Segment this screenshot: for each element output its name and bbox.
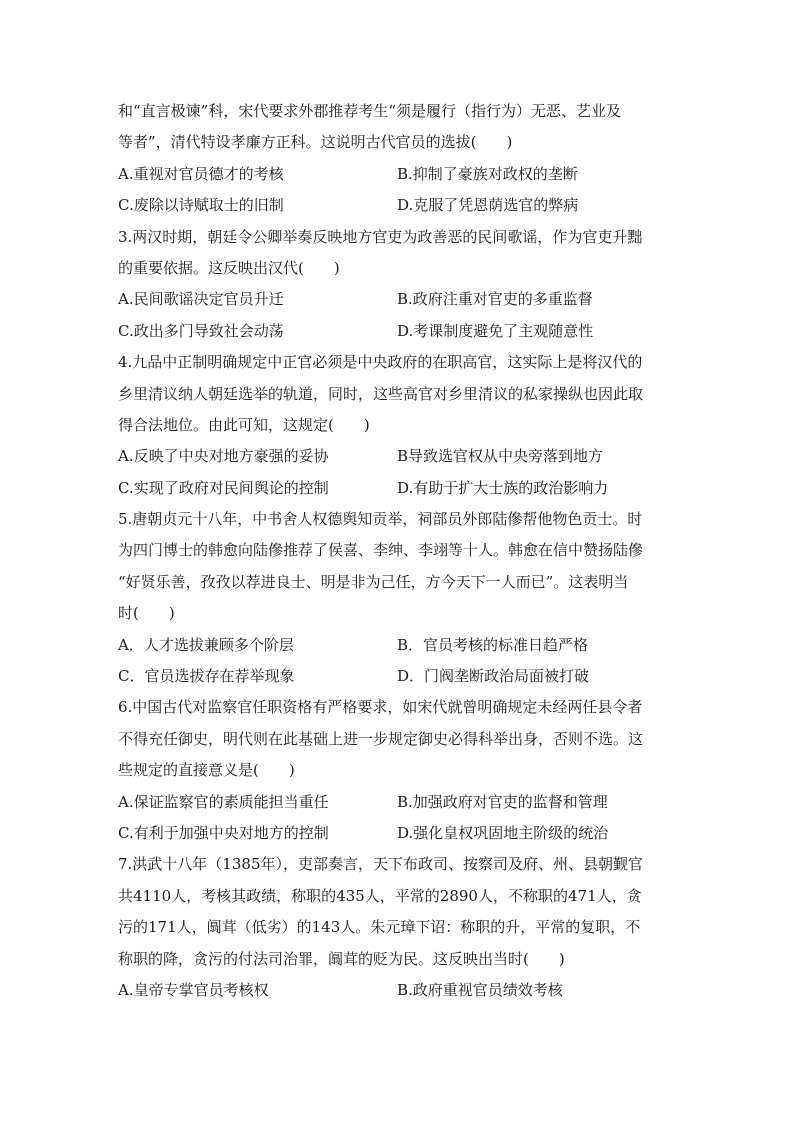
answer-option: A.反映了中央对地方豪强的妥协 bbox=[118, 447, 329, 466]
answer-option: D．门阀垄断政治局面被打破 bbox=[397, 667, 590, 686]
text-line: 得合法地位。由此可知，这规定( ) bbox=[118, 415, 370, 434]
answer-option: C.有利于加强中央对地方的控制 bbox=[118, 823, 329, 842]
text-line: 污的171人，阘茸（低劣）的143人。朱元璋下诏：称职的升，平常的复职，不 bbox=[118, 918, 641, 937]
text-line: 5.唐朝贞元十八年，中书舍人权德舆知贡举，祠部员外郎陆傪帮他物色贡士。时 bbox=[118, 510, 643, 529]
answer-option: C.政出多门导致社会动荡 bbox=[118, 321, 284, 340]
text-line: 和“直言极谏”科，宋代要求外郡推荐考生“须是履行（指行为）无恶、艺业及 bbox=[118, 102, 622, 120]
answer-options-row bbox=[118, 818, 678, 849]
answer-option: A.保证监察官的素质能担当重任 bbox=[118, 792, 329, 811]
answer-options-row bbox=[118, 159, 678, 190]
text-line: 的重要依据。这反映出汉代( ) bbox=[118, 258, 340, 277]
answer-option: B.政府注重对官吏的多重监督 bbox=[397, 290, 593, 309]
answer-option: B.加强政府对官吏的监督和管理 bbox=[397, 792, 608, 811]
answer-option: A.重视对官员德才的考核 bbox=[118, 164, 284, 183]
answer-option: B．官员考核的标准日趋严格 bbox=[397, 635, 589, 654]
text-line: 3.两汉时期，朝廷令公卿举奏反映地方官吏为政善恶的民间歌谣，作为官吏升黜 bbox=[118, 227, 643, 246]
answer-option: D.强化皇权巩固地主阶级的统治 bbox=[397, 823, 609, 842]
answer-options-row bbox=[118, 441, 678, 472]
answer-options-row bbox=[118, 661, 678, 692]
text-line: 4.九品中正制明确规定中正官必须是中央政府的在职高官，这实际上是将汉代的 bbox=[118, 353, 643, 372]
answer-options-row bbox=[118, 787, 678, 818]
text-line: 6.中国古代对监察官任职资格有严格要求，如宋代就曾明确规定未经两任县令者 bbox=[118, 698, 643, 717]
text-line: 时( ) bbox=[118, 604, 175, 623]
question-text bbox=[118, 96, 678, 1006]
text-line: 称职的降，贪污的付法司治罪，阘茸的贬为民。这反映出当时( ) bbox=[118, 949, 565, 968]
answer-options-row bbox=[118, 316, 678, 347]
text-line: 等者”，清代特设孝廉方正科。这说明古代官员的选拔( ) bbox=[118, 133, 513, 152]
answer-option: C.废除以诗赋取士的旧制 bbox=[118, 196, 284, 215]
answer-option: D.克服了凭恩荫选官的弊病 bbox=[397, 196, 579, 215]
text-line: 乡里清议纳人朝廷选举的轨道，同时，这些高官对乡里清议的私家操纵也因此取 bbox=[118, 384, 644, 403]
answer-option: B导致选官权从中央旁落到地方 bbox=[397, 447, 604, 466]
answer-option: D.考课制度避免了主观随意性 bbox=[397, 321, 594, 340]
text-line: “好贤乐善，孜孜以荐进良士、明是非为己任，方今天下一人而已”。这表明当 bbox=[118, 572, 629, 591]
answer-option: A．人才选拔兼顾多个阶层 bbox=[118, 635, 294, 654]
answer-option: D.有助于扩大士族的政治影响力 bbox=[397, 478, 609, 497]
answer-option: A.民间歌谣决定官员升迁 bbox=[118, 290, 284, 309]
text-line: 共4110人，考核其政绩，称职的435人，平常的2890人，不称职的471人，贪 bbox=[118, 886, 642, 905]
answer-options-row bbox=[118, 284, 678, 315]
answer-option: B.抑制了豪族对政权的垄断 bbox=[397, 164, 578, 183]
answer-option: C．官员选拔存在荐举现象 bbox=[118, 667, 295, 686]
answer-options-row bbox=[118, 473, 678, 504]
answer-option: B.政府重视官员绩效考核 bbox=[397, 980, 563, 999]
text-line: 不得充任御史，明代则在此基础上进一步规定御史必得科举出身，否则不选。这 bbox=[118, 729, 644, 748]
text-line: 7.洪武十八年（1385年），吏部奏言，天下布政司、按察司及府、州、县朝觐官 bbox=[118, 855, 643, 874]
answer-option: C.实现了政府对民间舆论的控制 bbox=[118, 478, 329, 497]
text-line: 些规定的直接意义是( ) bbox=[118, 761, 295, 780]
answer-option: A.皇帝专掌官员考核权 bbox=[118, 980, 269, 999]
answer-options-row bbox=[118, 630, 678, 661]
text-line: 为四门博士的韩愈向陆傪推荐了侯喜、李绅、李翊等十人。韩愈在信中赞扬陆傪 bbox=[118, 541, 644, 560]
answer-options-row bbox=[118, 190, 678, 221]
answer-options-row bbox=[118, 975, 678, 1006]
